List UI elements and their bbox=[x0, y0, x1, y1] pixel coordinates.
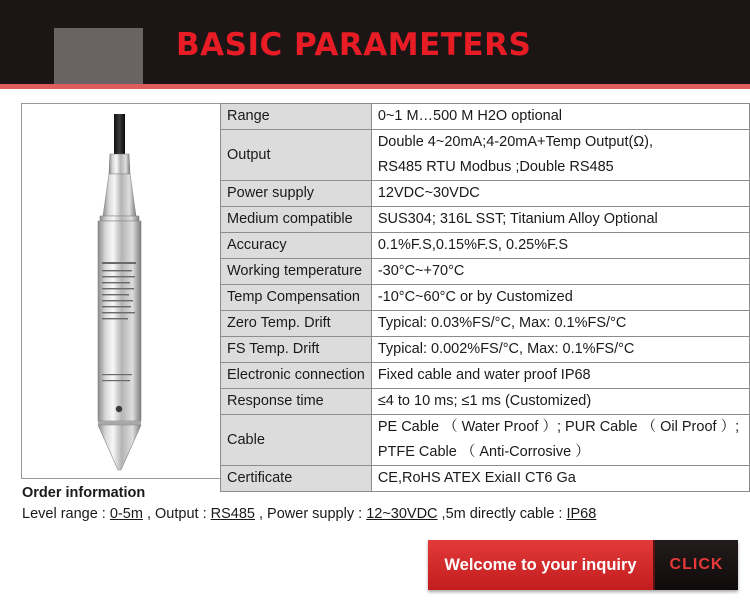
param-label: Zero Temp. Drift bbox=[221, 311, 372, 337]
page-title: BASIC PARAMETERS bbox=[176, 27, 532, 63]
param-value: 0.1%F.S,0.15%F.S, 0.25%F.S bbox=[371, 233, 749, 259]
table-row bbox=[221, 259, 750, 285]
table-row bbox=[221, 233, 750, 259]
param-label: Output bbox=[221, 130, 372, 181]
cable-label: ,5m directly cable : bbox=[437, 506, 567, 522]
order-info-line bbox=[22, 506, 596, 522]
table-row bbox=[221, 337, 750, 363]
param-label: FS Temp. Drift bbox=[221, 337, 372, 363]
power-supply-label: , Power supply : bbox=[254, 506, 367, 522]
param-label: Power supply bbox=[221, 181, 372, 207]
param-value: -30°C~+70°C bbox=[371, 259, 749, 285]
parameters-table bbox=[220, 103, 750, 492]
product-image bbox=[21, 103, 221, 479]
click-button[interactable]: CLICK bbox=[653, 540, 738, 590]
submersible-level-transmitter-icon bbox=[22, 104, 220, 478]
param-value: SUS304; 316L SST; Titanium Alloy Optional bbox=[371, 207, 749, 233]
param-label: Accuracy bbox=[221, 233, 372, 259]
output-label: , Output : bbox=[142, 506, 211, 522]
param-value: Double 4~20mA;4-20mA+Temp Output(Ω), RS485 RTU Modbus ;Double RS485 bbox=[371, 130, 749, 181]
param-label: Range bbox=[221, 104, 372, 130]
param-value: Fixed cable and water proof IP68 bbox=[371, 363, 749, 389]
header-banner bbox=[0, 0, 750, 84]
header-divider bbox=[0, 84, 750, 89]
param-label: Working temperature bbox=[221, 259, 372, 285]
banner-decoration bbox=[54, 28, 143, 84]
param-value: -10°C~60°C or by Customized bbox=[371, 285, 749, 311]
table-row bbox=[221, 363, 750, 389]
param-label: Certificate bbox=[221, 466, 372, 492]
table-row bbox=[221, 285, 750, 311]
cable-value: IP68 bbox=[566, 506, 597, 522]
param-label: Cable bbox=[221, 415, 372, 466]
param-label: Response time bbox=[221, 389, 372, 415]
param-value: PE Cable （ Water Proof ）; PUR Cable （ Oil Proof ）; PTFE Cable （ Anti-Corrosive ） bbox=[371, 415, 749, 466]
order-info-title: Order information bbox=[22, 485, 146, 501]
param-value: 12VDC~30VDC bbox=[371, 181, 749, 207]
param-label: Medium compatible bbox=[221, 207, 372, 233]
param-value: ≤4 to 10 ms; ≤1 ms (Customized) bbox=[371, 389, 749, 415]
param-value: Typical: 0.03%FS/°C, Max: 0.1%FS/°C bbox=[371, 311, 749, 337]
table-row bbox=[221, 207, 750, 233]
param-value: CE,RoHS ATEX ExiaII CT6 Ga bbox=[371, 466, 749, 492]
table-row bbox=[221, 466, 750, 492]
param-value: 0~1 M…500 M H2O optional bbox=[371, 104, 749, 130]
table-row bbox=[221, 311, 750, 337]
table-row bbox=[221, 104, 750, 130]
table-row bbox=[221, 415, 750, 466]
level-range-label: Level range : bbox=[22, 506, 110, 522]
param-label: Temp Compensation bbox=[221, 285, 372, 311]
output-value: RS485 bbox=[210, 506, 255, 522]
table-row bbox=[221, 389, 750, 415]
power-supply-value: 12~30VDC bbox=[366, 506, 438, 522]
level-range-value: 0-5m bbox=[109, 506, 143, 522]
inquiry-text[interactable]: Welcome to your inquiry bbox=[428, 540, 653, 590]
param-label: Electronic connection bbox=[221, 363, 372, 389]
table-row bbox=[221, 181, 750, 207]
param-value: Typical: 0.002%FS/°C, Max: 0.1%FS/°C bbox=[371, 337, 749, 363]
table-row bbox=[221, 130, 750, 181]
inquiry-button[interactable] bbox=[428, 540, 738, 590]
